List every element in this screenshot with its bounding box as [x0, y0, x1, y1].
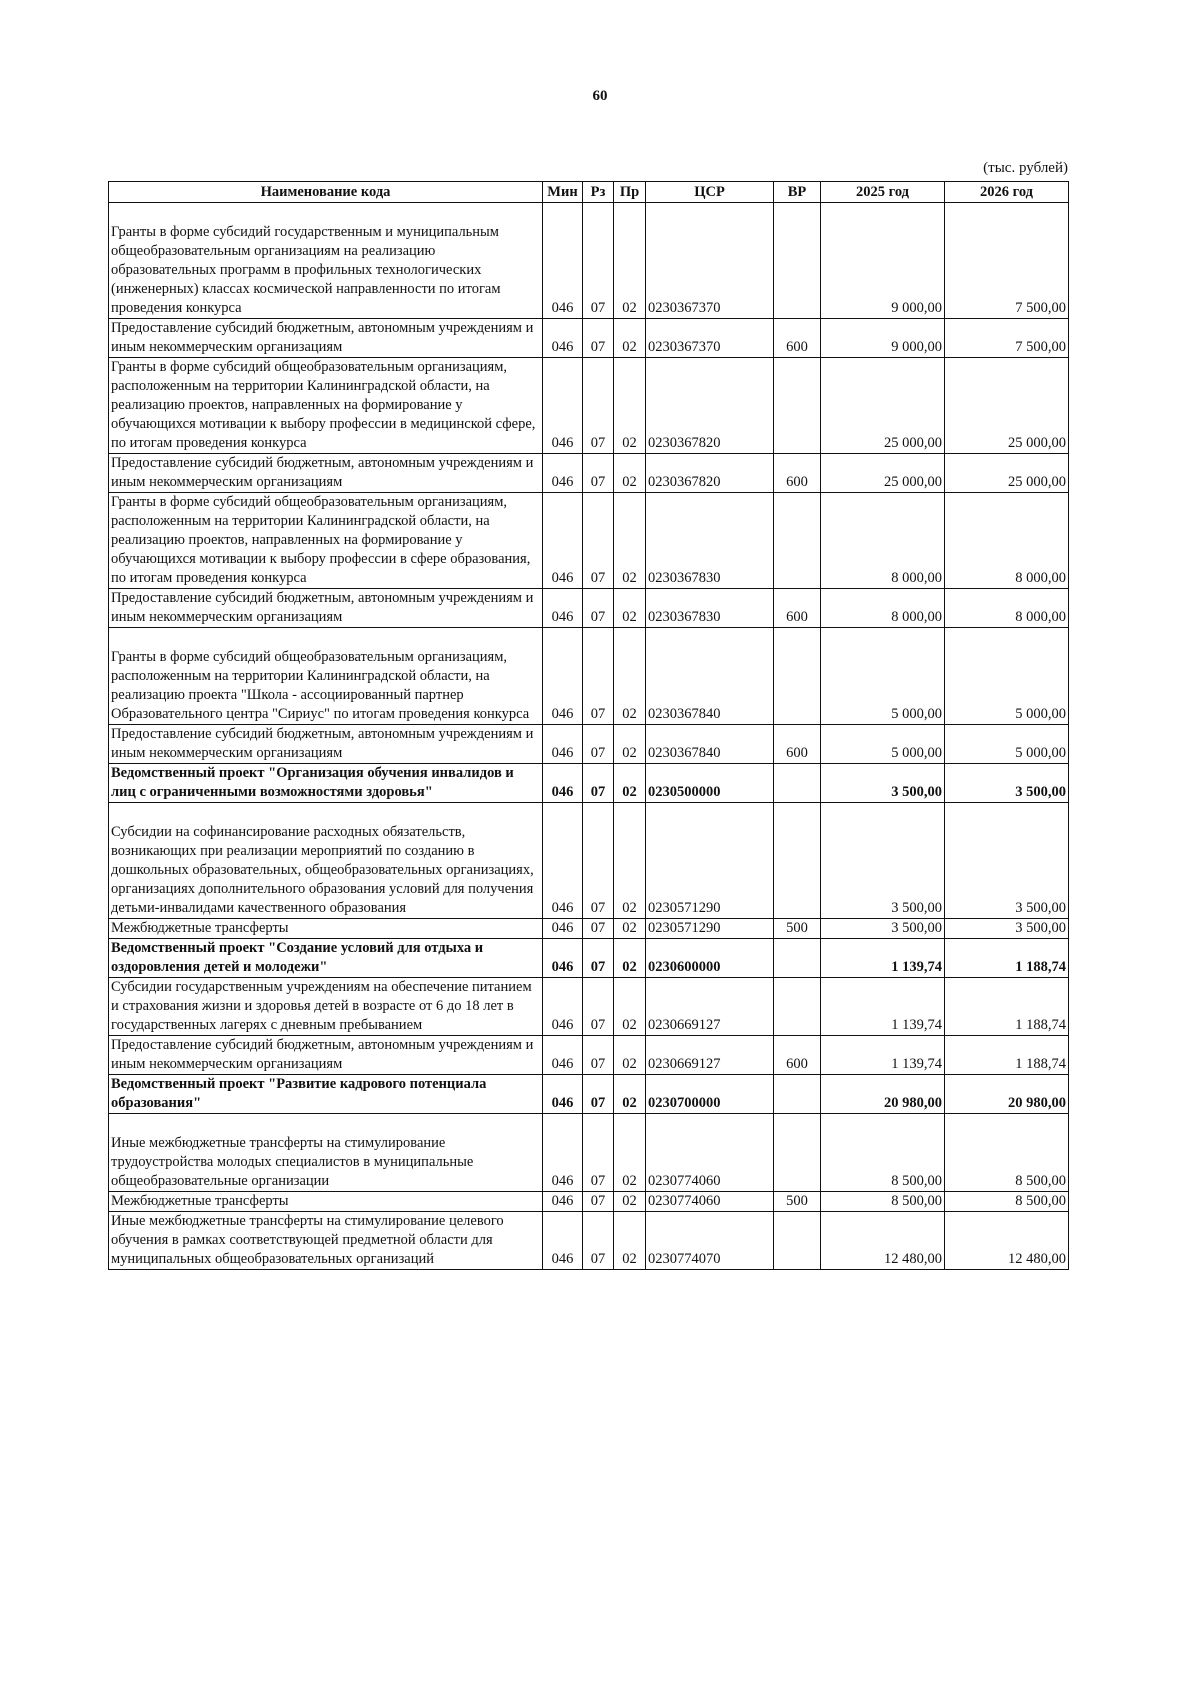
cell-2026: 3 500,00 — [945, 764, 1069, 803]
table-row — [109, 1114, 1069, 1192]
cell-vr — [774, 803, 821, 919]
cell-vr — [774, 203, 821, 319]
cell-csr: 0230774060 — [646, 1114, 774, 1192]
table-row — [109, 203, 1069, 319]
table-row — [109, 1036, 1069, 1075]
cell-vr — [774, 764, 821, 803]
cell-min: 046 — [543, 1075, 583, 1114]
cell-min: 046 — [543, 803, 583, 919]
cell-rz: 07 — [583, 1114, 614, 1192]
table-row — [109, 319, 1069, 358]
cell-2025: 12 480,00 — [821, 1212, 945, 1270]
cell-2026: 3 500,00 — [945, 919, 1069, 939]
cell-pr: 02 — [614, 978, 646, 1036]
cell-csr: 0230367370 — [646, 203, 774, 319]
cell-pr: 02 — [614, 764, 646, 803]
table-body — [109, 203, 1069, 1270]
table-row — [109, 978, 1069, 1036]
cell-rz: 07 — [583, 1212, 614, 1270]
cell-pr: 02 — [614, 358, 646, 454]
cell-rz: 07 — [583, 919, 614, 939]
cell-pr: 02 — [614, 803, 646, 919]
cell-pr: 02 — [614, 1212, 646, 1270]
cell-pr: 02 — [614, 319, 646, 358]
cell-min: 046 — [543, 589, 583, 628]
cell-name: Гранты в форме субсидий общеобразовательным организациям, расположенным на территории Калининградской области, на реализацию проектов, направленных на формирование у обучающихся мотивации к выбору профессии в сфере образования, по итогам проведения конкурса — [109, 493, 543, 589]
cell-pr: 02 — [614, 1114, 646, 1192]
cell-2025: 3 500,00 — [821, 919, 945, 939]
cell-min: 046 — [543, 493, 583, 589]
cell-2026: 1 188,74 — [945, 1036, 1069, 1075]
cell-2026: 25 000,00 — [945, 358, 1069, 454]
cell-vr: 600 — [774, 1036, 821, 1075]
cell-csr: 0230367830 — [646, 493, 774, 589]
cell-2025: 5 000,00 — [821, 628, 945, 725]
header-2026: 2026 год — [945, 182, 1069, 203]
cell-rz: 07 — [583, 764, 614, 803]
cell-min: 046 — [543, 1036, 583, 1075]
budget-table — [108, 181, 1069, 1270]
cell-csr: 0230700000 — [646, 1075, 774, 1114]
cell-name: Иные межбюджетные трансферты на стимулирование целевого обучения в рамках соответствующей предметной области для муниципальных общеобразовательных организаций — [109, 1212, 543, 1270]
cell-name: Гранты в форме субсидий общеобразовательным организациям, расположенным на территории Калининградской области, на реализацию проекта "Школа - ассоциированный партнер Образовательного центра "Сириус" по итогам проведения конкурса — [109, 628, 543, 725]
table-row — [109, 358, 1069, 454]
cell-csr: 0230367830 — [646, 589, 774, 628]
cell-csr: 0230571290 — [646, 919, 774, 939]
cell-min: 046 — [543, 454, 583, 493]
cell-csr: 0230774070 — [646, 1212, 774, 1270]
cell-2026: 20 980,00 — [945, 1075, 1069, 1114]
table-row — [109, 1212, 1069, 1270]
cell-name: Гранты в форме субсидий государственным и муниципальным общеобразовательным организациям на реализацию образовательных программ в профильных технологических (инженерных) классах космической направленности по итогам проведения конкурса — [109, 203, 543, 319]
cell-vr: 500 — [774, 1192, 821, 1212]
cell-2026: 1 188,74 — [945, 978, 1069, 1036]
cell-pr: 02 — [614, 725, 646, 764]
cell-2025: 1 139,74 — [821, 1036, 945, 1075]
cell-2025: 3 500,00 — [821, 803, 945, 919]
cell-rz: 07 — [583, 1075, 614, 1114]
cell-vr: 600 — [774, 589, 821, 628]
table-header-row — [109, 182, 1069, 203]
cell-pr: 02 — [614, 493, 646, 589]
table-row — [109, 725, 1069, 764]
cell-2026: 1 188,74 — [945, 939, 1069, 978]
cell-2025: 20 980,00 — [821, 1075, 945, 1114]
cell-name: Ведомственный проект "Организация обучения инвалидов и лиц с ограниченными возможностями здоровья" — [109, 764, 543, 803]
units-label: (тыс. рублей) — [983, 160, 1068, 176]
cell-min: 046 — [543, 919, 583, 939]
cell-vr — [774, 493, 821, 589]
cell-vr — [774, 358, 821, 454]
cell-name: Субсидии государственным учреждениям на обеспечение питанием и страхования жизни и здоровья детей в возрасте от 6 до 18 лет в государственных лагерях с дневным пребыванием — [109, 978, 543, 1036]
cell-rz: 07 — [583, 203, 614, 319]
cell-rz: 07 — [583, 319, 614, 358]
header-csr: ЦСР — [646, 182, 774, 203]
table-row — [109, 454, 1069, 493]
cell-2025: 1 139,74 — [821, 978, 945, 1036]
header-vr: ВР — [774, 182, 821, 203]
cell-min: 046 — [543, 978, 583, 1036]
cell-rz: 07 — [583, 1036, 614, 1075]
table-row — [109, 493, 1069, 589]
cell-min: 046 — [543, 1114, 583, 1192]
cell-pr: 02 — [614, 919, 646, 939]
cell-csr: 0230367370 — [646, 319, 774, 358]
cell-csr: 0230367840 — [646, 628, 774, 725]
cell-name: Предоставление субсидий бюджетным, автономным учреждениям и иным некоммерческим организациям — [109, 454, 543, 493]
cell-vr: 500 — [774, 919, 821, 939]
cell-2025: 1 139,74 — [821, 939, 945, 978]
cell-2026: 5 000,00 — [945, 628, 1069, 725]
cell-2026: 12 480,00 — [945, 1212, 1069, 1270]
cell-vr — [774, 628, 821, 725]
cell-csr: 0230367820 — [646, 358, 774, 454]
cell-name: Предоставление субсидий бюджетным, автономным учреждениям и иным некоммерческим организациям — [109, 725, 543, 764]
cell-rz: 07 — [583, 725, 614, 764]
cell-2026: 8 000,00 — [945, 589, 1069, 628]
cell-pr: 02 — [614, 203, 646, 319]
cell-2025: 5 000,00 — [821, 725, 945, 764]
cell-name: Предоставление субсидий бюджетным, автономным учреждениям и иным некоммерческим организациям — [109, 319, 543, 358]
cell-rz: 07 — [583, 978, 614, 1036]
cell-pr: 02 — [614, 1036, 646, 1075]
cell-min: 046 — [543, 1192, 583, 1212]
cell-rz: 07 — [583, 939, 614, 978]
cell-rz: 07 — [583, 589, 614, 628]
cell-csr: 0230600000 — [646, 939, 774, 978]
cell-vr — [774, 1114, 821, 1192]
cell-min: 046 — [543, 628, 583, 725]
cell-name: Межбюджетные трансферты — [109, 919, 543, 939]
cell-2026: 25 000,00 — [945, 454, 1069, 493]
cell-rz: 07 — [583, 493, 614, 589]
cell-vr: 600 — [774, 454, 821, 493]
cell-2026: 8 500,00 — [945, 1114, 1069, 1192]
cell-rz: 07 — [583, 454, 614, 493]
cell-pr: 02 — [614, 454, 646, 493]
header-2025: 2025 год — [821, 182, 945, 203]
cell-2026: 7 500,00 — [945, 319, 1069, 358]
cell-2026: 5 000,00 — [945, 725, 1069, 764]
cell-csr: 0230367840 — [646, 725, 774, 764]
cell-min: 046 — [543, 939, 583, 978]
table-row — [109, 1192, 1069, 1212]
cell-min: 046 — [543, 358, 583, 454]
cell-min: 046 — [543, 319, 583, 358]
table-row — [109, 589, 1069, 628]
cell-2026: 8 500,00 — [945, 1192, 1069, 1212]
cell-csr: 0230774060 — [646, 1192, 774, 1212]
cell-pr: 02 — [614, 939, 646, 978]
cell-vr: 600 — [774, 319, 821, 358]
cell-name: Иные межбюджетные трансферты на стимулирование трудоустройства молодых специалистов в муниципальные общеобразовательные организации — [109, 1114, 543, 1192]
cell-rz: 07 — [583, 803, 614, 919]
header-name: Наименование кода — [109, 182, 543, 203]
header-pr: Пр — [614, 182, 646, 203]
table-row — [109, 628, 1069, 725]
cell-name: Предоставление субсидий бюджетным, автономным учреждениям и иным некоммерческим организациям — [109, 589, 543, 628]
cell-min: 046 — [543, 1212, 583, 1270]
cell-vr — [774, 939, 821, 978]
cell-2025: 8 500,00 — [821, 1114, 945, 1192]
table-row — [109, 803, 1069, 919]
cell-2026: 8 000,00 — [945, 493, 1069, 589]
header-rz: Рз — [583, 182, 614, 203]
cell-csr: 0230571290 — [646, 803, 774, 919]
cell-min: 046 — [543, 725, 583, 764]
cell-name: Ведомственный проект "Создание условий для отдыха и оздоровления детей и молодежи" — [109, 939, 543, 978]
page-number: 60 — [592, 88, 608, 104]
cell-pr: 02 — [614, 1075, 646, 1114]
cell-pr: 02 — [614, 628, 646, 725]
cell-2025: 25 000,00 — [821, 358, 945, 454]
cell-pr: 02 — [614, 1192, 646, 1212]
cell-2025: 9 000,00 — [821, 319, 945, 358]
cell-csr: 0230669127 — [646, 1036, 774, 1075]
cell-2025: 8 000,00 — [821, 493, 945, 589]
cell-csr: 0230500000 — [646, 764, 774, 803]
table-row — [109, 764, 1069, 803]
cell-2025: 25 000,00 — [821, 454, 945, 493]
cell-name: Ведомственный проект "Развитие кадрового потенциала образования" — [109, 1075, 543, 1114]
cell-csr: 0230367820 — [646, 454, 774, 493]
cell-rz: 07 — [583, 628, 614, 725]
table-row — [109, 1075, 1069, 1114]
header-min: Мин — [543, 182, 583, 203]
cell-min: 046 — [543, 203, 583, 319]
cell-vr — [774, 1075, 821, 1114]
cell-2025: 8 000,00 — [821, 589, 945, 628]
cell-2025: 8 500,00 — [821, 1192, 945, 1212]
cell-rz: 07 — [583, 358, 614, 454]
cell-name: Гранты в форме субсидий общеобразовательным организациям, расположенным на территории Калининградской области, на реализацию проектов, направленных на формирование у обучающихся мотивации к выбору профессии в медицинской сфере, по итогам проведения конкурса — [109, 358, 543, 454]
cell-name: Межбюджетные трансферты — [109, 1192, 543, 1212]
table-row — [109, 939, 1069, 978]
cell-rz: 07 — [583, 1192, 614, 1212]
cell-2025: 9 000,00 — [821, 203, 945, 319]
cell-min: 046 — [543, 764, 583, 803]
cell-vr — [774, 1212, 821, 1270]
cell-pr: 02 — [614, 589, 646, 628]
cell-vr — [774, 978, 821, 1036]
cell-2026: 3 500,00 — [945, 803, 1069, 919]
cell-csr: 0230669127 — [646, 978, 774, 1036]
cell-vr: 600 — [774, 725, 821, 764]
table-row — [109, 919, 1069, 939]
cell-name: Предоставление субсидий бюджетным, автономным учреждениям и иным некоммерческим организациям — [109, 1036, 543, 1075]
cell-2026: 7 500,00 — [945, 203, 1069, 319]
cell-name: Субсидии на софинансирование расходных обязательств, возникающих при реализации мероприятий по созданию в дошкольных образовательных, общеобразовательных организациях, организациях дополнительного образования условий для получения детьми-инвалидами качественного образования — [109, 803, 543, 919]
cell-2025: 3 500,00 — [821, 764, 945, 803]
